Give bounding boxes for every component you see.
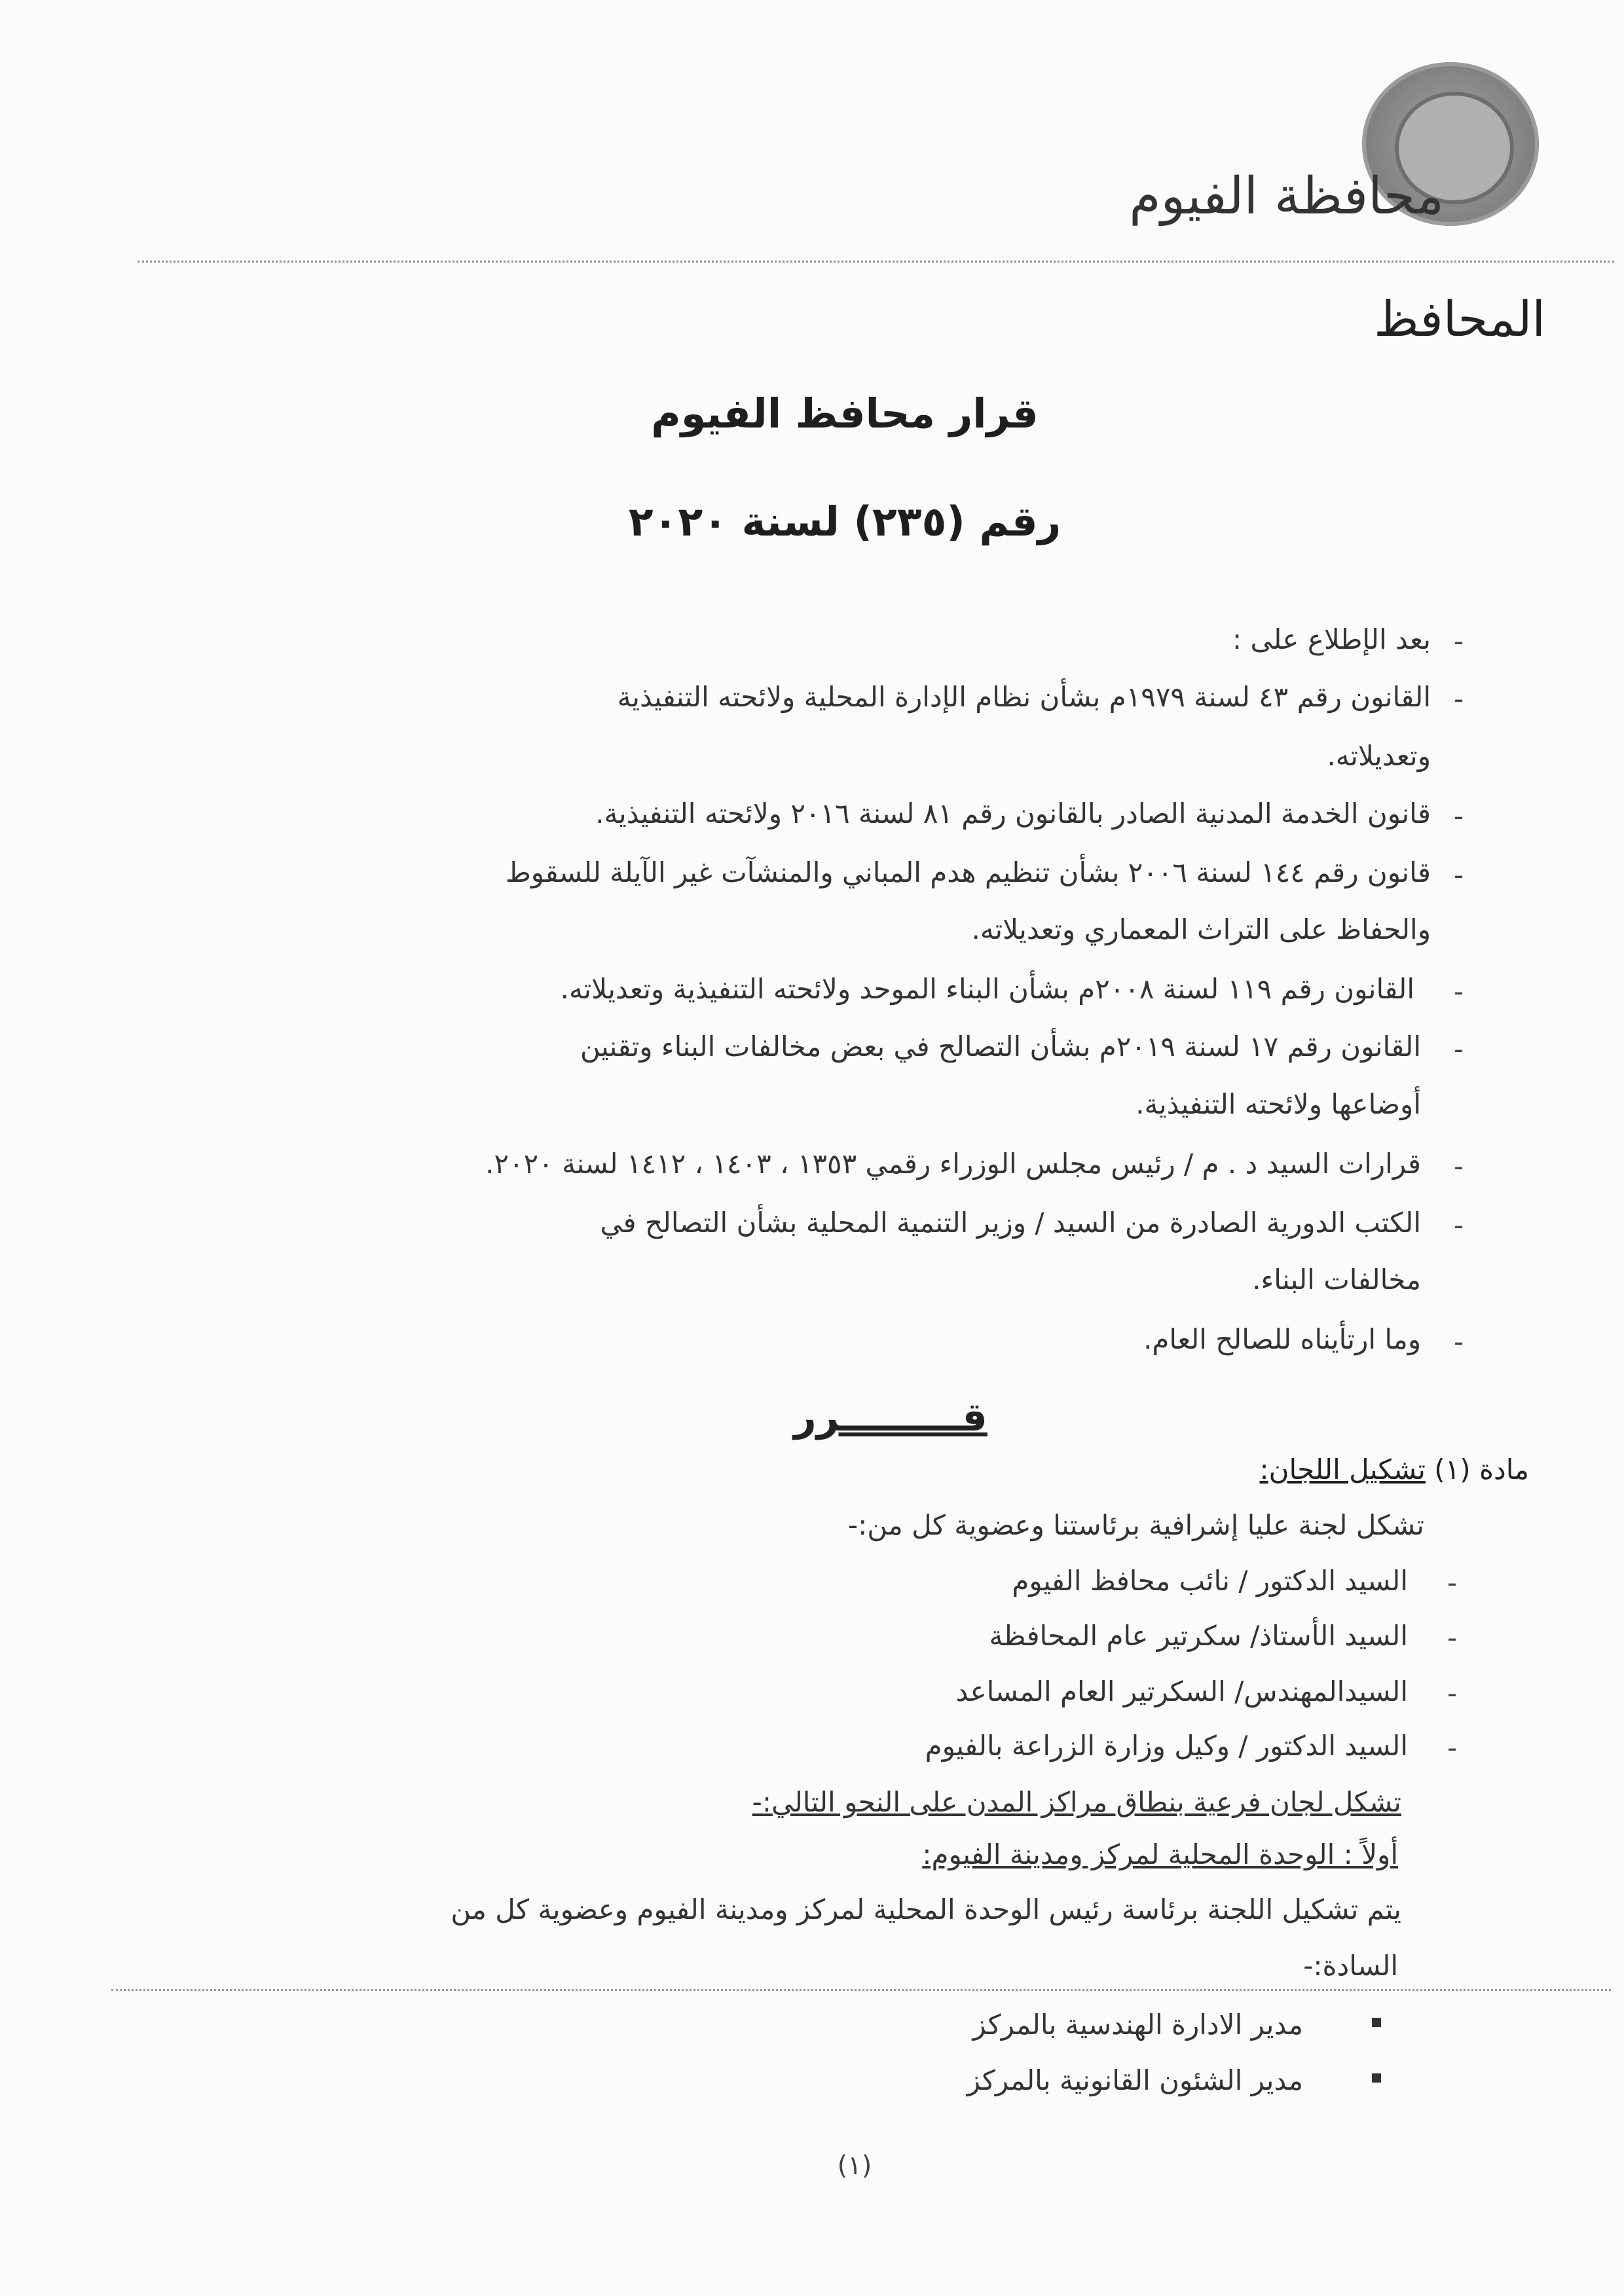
committee-member: السيد الأستاذ/ سكرتير عام المحافظة [989, 1620, 1408, 1652]
preamble-item: الكتب الدورية الصادرة من السيد / وزير التنمية المحلية بشأن التصالح في [600, 1207, 1421, 1239]
square-bullet-icon [1372, 2018, 1381, 2027]
committee-member: السيدالمهندس/ السكرتير العام المساعد [955, 1675, 1408, 1707]
bullet-dash: - [1454, 1033, 1464, 1065]
first-subcommittee-text: يتم تشكيل اللجنة برئاسة رئيس الوحدة المحلية لمركز ومدينة الفيوم وعضوية كل من [451, 1893, 1401, 1925]
bullet-dash: - [1454, 1150, 1464, 1182]
bullet-dash: - [1454, 859, 1464, 891]
bullet-dash: - [1454, 625, 1464, 657]
committee-member: السيد الدكتور / نائب محافظ الفيوم [1012, 1565, 1408, 1597]
preamble-item-cont: مخالفات البناء. [1252, 1264, 1421, 1296]
bullet-dash: - [1447, 1677, 1458, 1709]
decree-title: قرار محافظ الفيوم [651, 390, 1039, 437]
bullet-dash: - [1454, 975, 1464, 1008]
preamble-item-cont: وتعديلاته. [1327, 740, 1431, 772]
preamble-item: القانون رقم ٤٣ لسنة ١٩٧٩م بشأن نظام الإدارة المحلية ولائحته التنفيذية [617, 681, 1431, 713]
article-title: تشكيل اللجان: [1259, 1453, 1426, 1485]
bullet-dash: - [1447, 1567, 1458, 1599]
preamble-item: قرارات السيد د . م / رئيس مجلس الوزراء رقمي ١٣٥٣ ، ١٤٠٣ ، ١٤١٢ لسنة ٢٠٢٠. [485, 1148, 1421, 1180]
bullet-dash: - [1454, 1326, 1464, 1358]
preamble-item: قانون رقم ١٤٤ لسنة ٢٠٠٦ بشأن تنظيم هدم المباني والمنشآت غير الآيلة للسقوط [505, 856, 1431, 888]
first-subcommittee-text-cont: السادة:- [1303, 1950, 1398, 1982]
preamble-item: القانون رقم ١١٩ لسنة ٢٠٠٨م بشأن البناء الموحد ولائحته التنفيذية وتعديلاته. [560, 973, 1414, 1005]
governorate-name: محافظة الفيوم [1129, 167, 1444, 226]
committee-member: السيد الدكتور / وكيل وزارة الزراعة بالفيوم [925, 1730, 1408, 1762]
header-divider [138, 261, 1614, 263]
bullet-dash: - [1447, 1622, 1458, 1654]
preamble-item: وما ارتأيناه للصالح العام. [1143, 1323, 1421, 1355]
square-bullet-icon [1372, 2073, 1381, 2083]
subcommittee-member: مدير الادارة الهندسية بالمركز [972, 2009, 1303, 2041]
page-number: (١) [837, 2151, 872, 2181]
article-1-heading [1259, 1453, 1529, 1485]
subcommittee-member: مدير الشئون القانونية بالمركز [967, 2064, 1303, 2096]
first-subcommittee-heading: أولاً : الوحدة المحلية لمركز ومدينة الفيوم: [922, 1838, 1398, 1870]
preamble-item: القانون رقم ١٧ لسنة ٢٠١٩م بشأن التصالح في بعض مخالفات البناء وتقنين [580, 1030, 1421, 1063]
preamble-item-cont: والحفاظ على التراث المعماري وتعديلاته. [971, 913, 1431, 945]
preamble-item-cont: أوضاعها ولائحته التنفيذية. [1135, 1088, 1421, 1120]
article-label: مادة (١) [1434, 1453, 1529, 1485]
preamble-item: قانون الخدمة المدنية الصادر بالقانون رقم ٨١ لسنة ٢٠١٦ ولائحته التنفيذية. [595, 797, 1431, 829]
committee-intro: تشكل لجنة عليا إشرافية برئاستنا وعضوية كل من:- [847, 1509, 1424, 1541]
bullet-dash: - [1454, 1209, 1464, 1241]
decree-number: رقم (٢٣٥) لسنة ٢٠٢٠ [628, 498, 1061, 545]
scan-divider [111, 1989, 1611, 1991]
bullet-dash: - [1454, 683, 1464, 715]
preamble-intro: بعد الإطلاع على : [1232, 623, 1431, 655]
bullet-dash: - [1454, 800, 1464, 832]
subcommittees-intro: تشكل لجان فرعية بنطاق مراكز المدن على النحو التالي:- [752, 1786, 1401, 1818]
office-title: المحافظ [1374, 291, 1545, 348]
decision-heading: قـــــــــرر [794, 1394, 987, 1440]
bullet-dash: - [1447, 1732, 1458, 1764]
